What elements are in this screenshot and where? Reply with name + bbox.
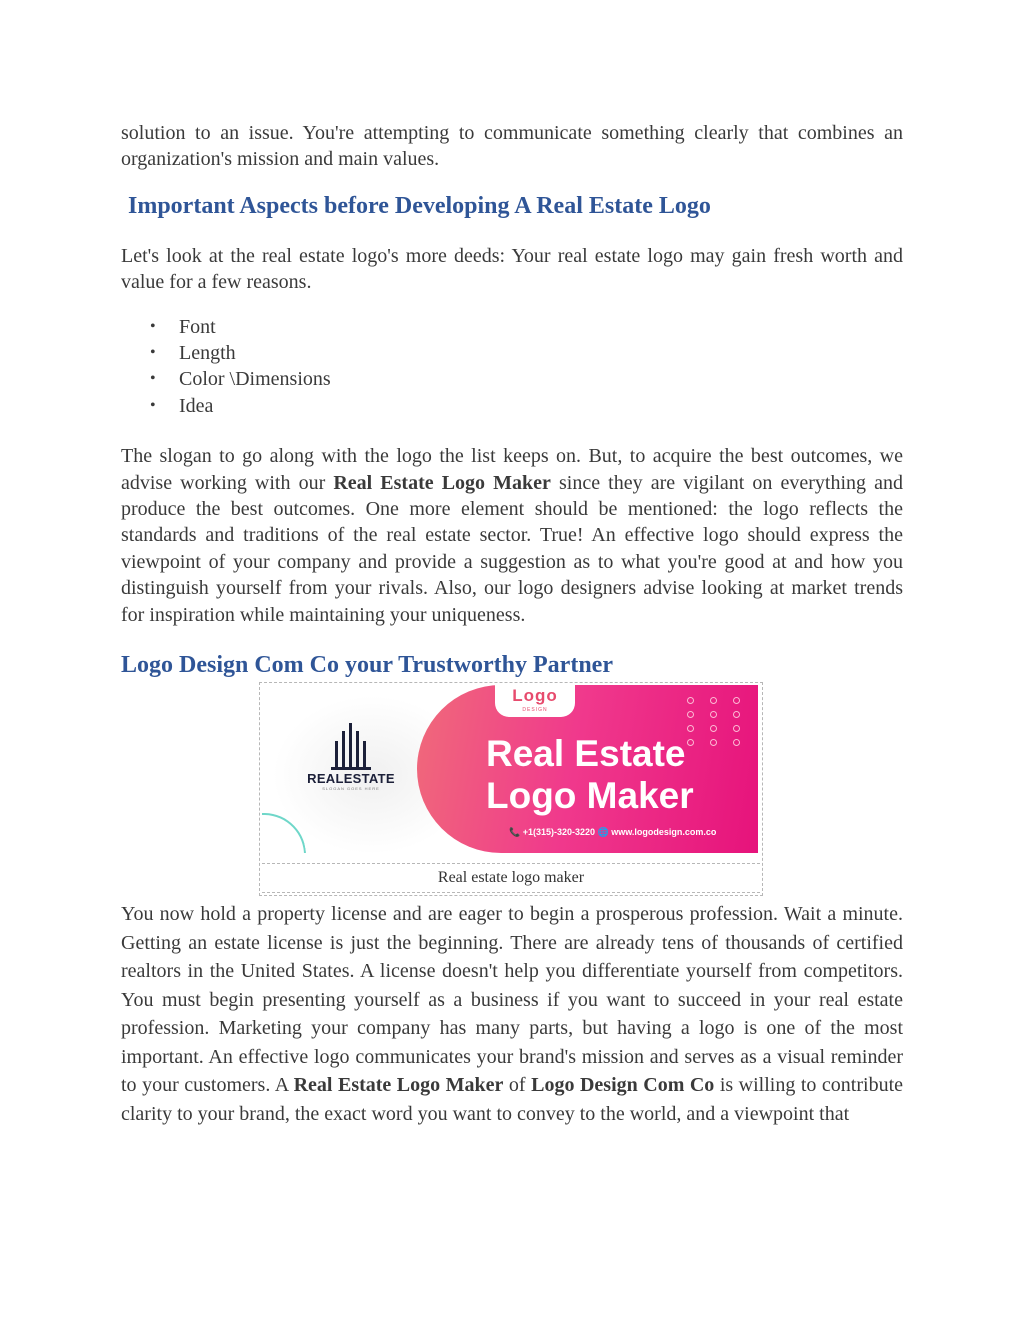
bold-link-real-estate-logo-maker[interactable]: Real Estate Logo Maker [333,471,551,494]
logo-name: REALESTATE [307,771,395,787]
banner-contact-info: 📞 +1(315)-320-3220 🌐 www.logodesign.com.co [509,827,717,838]
banner-image [262,685,758,853]
text-run: is willing to contribute clarity to your brand, the exact word you want to convey to the world, and a viewpoint that [121,1074,904,1125]
banner-title-line-2: Logo Maker [486,775,694,817]
logo-slogan: SLOGAN GOES HERE [322,786,380,792]
building-icon [329,721,373,771]
figure [259,682,763,896]
heading-trustworthy-partner: Logo Design Com Co your Trustworthy Partner [121,652,613,679]
slogan-paragraph [121,443,903,628]
heading-important-aspects: Important Aspects before Developing A Real Estate Logo [128,192,711,219]
list-item: • Color \Dimensions [179,366,903,392]
text-run: You now hold a property license and are eager to begin a prosperous profession. Wait a minute. Getting an estate license is just the beginning. There are already tens of thousands of certified realtors in the United States. A license doesn't help you differentiate yourself from competitors. You must begin presenting yourself as a business if you want to succeed in your real estate profession. Marketing your company has many parts, but having a logo is one of the most important. An effective logo communicates your brand's mission and serves as a visual reminder to your customers. A [121,903,903,1097]
text-run: since they are vigilant on everything and produce the best outcomes. One more element should be mentioned: the logo reflects the standards and traditions of the real estate sector. True! An effective logo should express the viewpoint of your company and provide a suggestion as to what you're good at and how you distinguish yourself from your rivals. Also, our logo designers advise looking at market trends for inspiration while maintaining your uniqueness. [121,471,903,626]
aspects-list [121,314,903,420]
list-item: • Length [179,340,903,366]
badge-subtext: DESIGN [522,707,548,714]
figure-caption: Real estate logo maker [262,863,760,893]
document-page [121,120,903,1128]
list-item: • Font [179,314,903,340]
logodesign-badge [495,685,575,717]
text-run: of [503,1074,532,1097]
bold-link-real-estate-logo-maker[interactable]: Real Estate Logo Maker [293,1074,504,1097]
realestate-logo [306,721,396,791]
list-item: • Idea [179,393,903,419]
license-paragraph [121,900,903,1128]
aspects-paragraph: Let's look at the real estate logo's more deeds: Your real estate logo may gain fresh worth and value for a few reasons. [121,244,903,294]
badge-word: Logo [512,686,558,706]
text-run: The slogan to go along with the logo the list keeps on. But, to acquire the best outcomes, we advise working with our [121,445,903,494]
banner-title [486,733,694,817]
bold-link-logo-design-com-co[interactable]: Logo Design Com Co [531,1074,715,1097]
intro-paragraph: solution to an issue. You're attempting to communicate something clearly that combines an organization's mission and main values. [121,122,903,171]
banner-title-line-1: Real Estate [486,733,686,775]
